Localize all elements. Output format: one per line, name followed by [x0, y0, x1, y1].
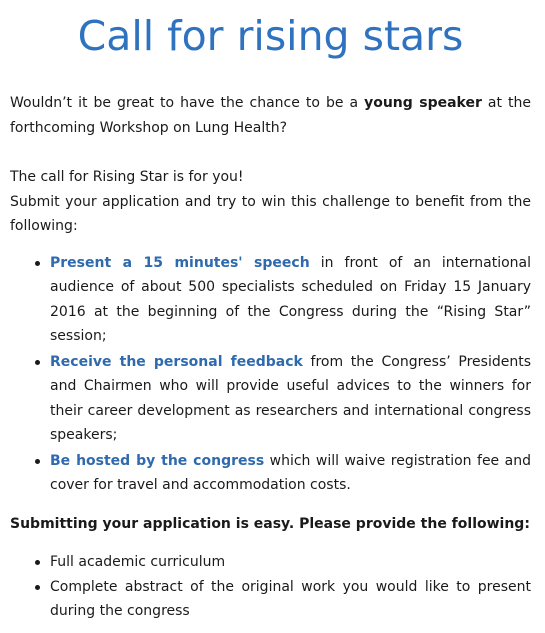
submit-heading: Submitting your application is easy. Please provide the following:	[10, 515, 530, 532]
benefit-highlight: Receive the personal feedback	[50, 353, 303, 370]
call-block	[10, 165, 531, 239]
requirement-item: Complete abstract of the original work you would like to present during the congress	[10, 575, 531, 624]
benefit-item	[10, 350, 531, 448]
benefit-highlight: Be hosted by the congress	[50, 452, 265, 469]
intro-emphasis: young speaker	[364, 95, 482, 111]
intro-paragraph	[10, 91, 531, 140]
benefit-highlight: Present a 15 minutes' speech	[50, 254, 310, 271]
intro-text-after: at the forthcoming Workshop on Lung Health?	[10, 95, 531, 136]
benefit-item	[10, 449, 531, 498]
intro-text-before: Wouldn’t it be great to have the chance to be a	[10, 95, 365, 111]
requirements-list	[10, 550, 531, 624]
benefit-text: which will waive registration fee and cover for travel and accommodation costs.	[50, 452, 531, 493]
requirement-item: Full academic curriculum	[10, 550, 531, 575]
call-line: The call for Rising Star is for you!	[10, 169, 244, 185]
benefit-text: in front of an international audience of about 500 specialists scheduled on Friday 15 January 2016 at the beginning of the Congress during the “Rising Star” session;	[50, 254, 531, 344]
benefit-text: from the Congress’ Presidents and Chairmen who will provide useful advices to the winners for their career development as researchers and international congress speakers;	[50, 353, 532, 443]
submit-line: Submit your application and try to win this challenge to benefit from the following:	[10, 193, 531, 234]
page-title: Call for rising stars	[77, 12, 464, 60]
benefit-item	[10, 251, 531, 349]
benefits-list	[10, 251, 531, 498]
